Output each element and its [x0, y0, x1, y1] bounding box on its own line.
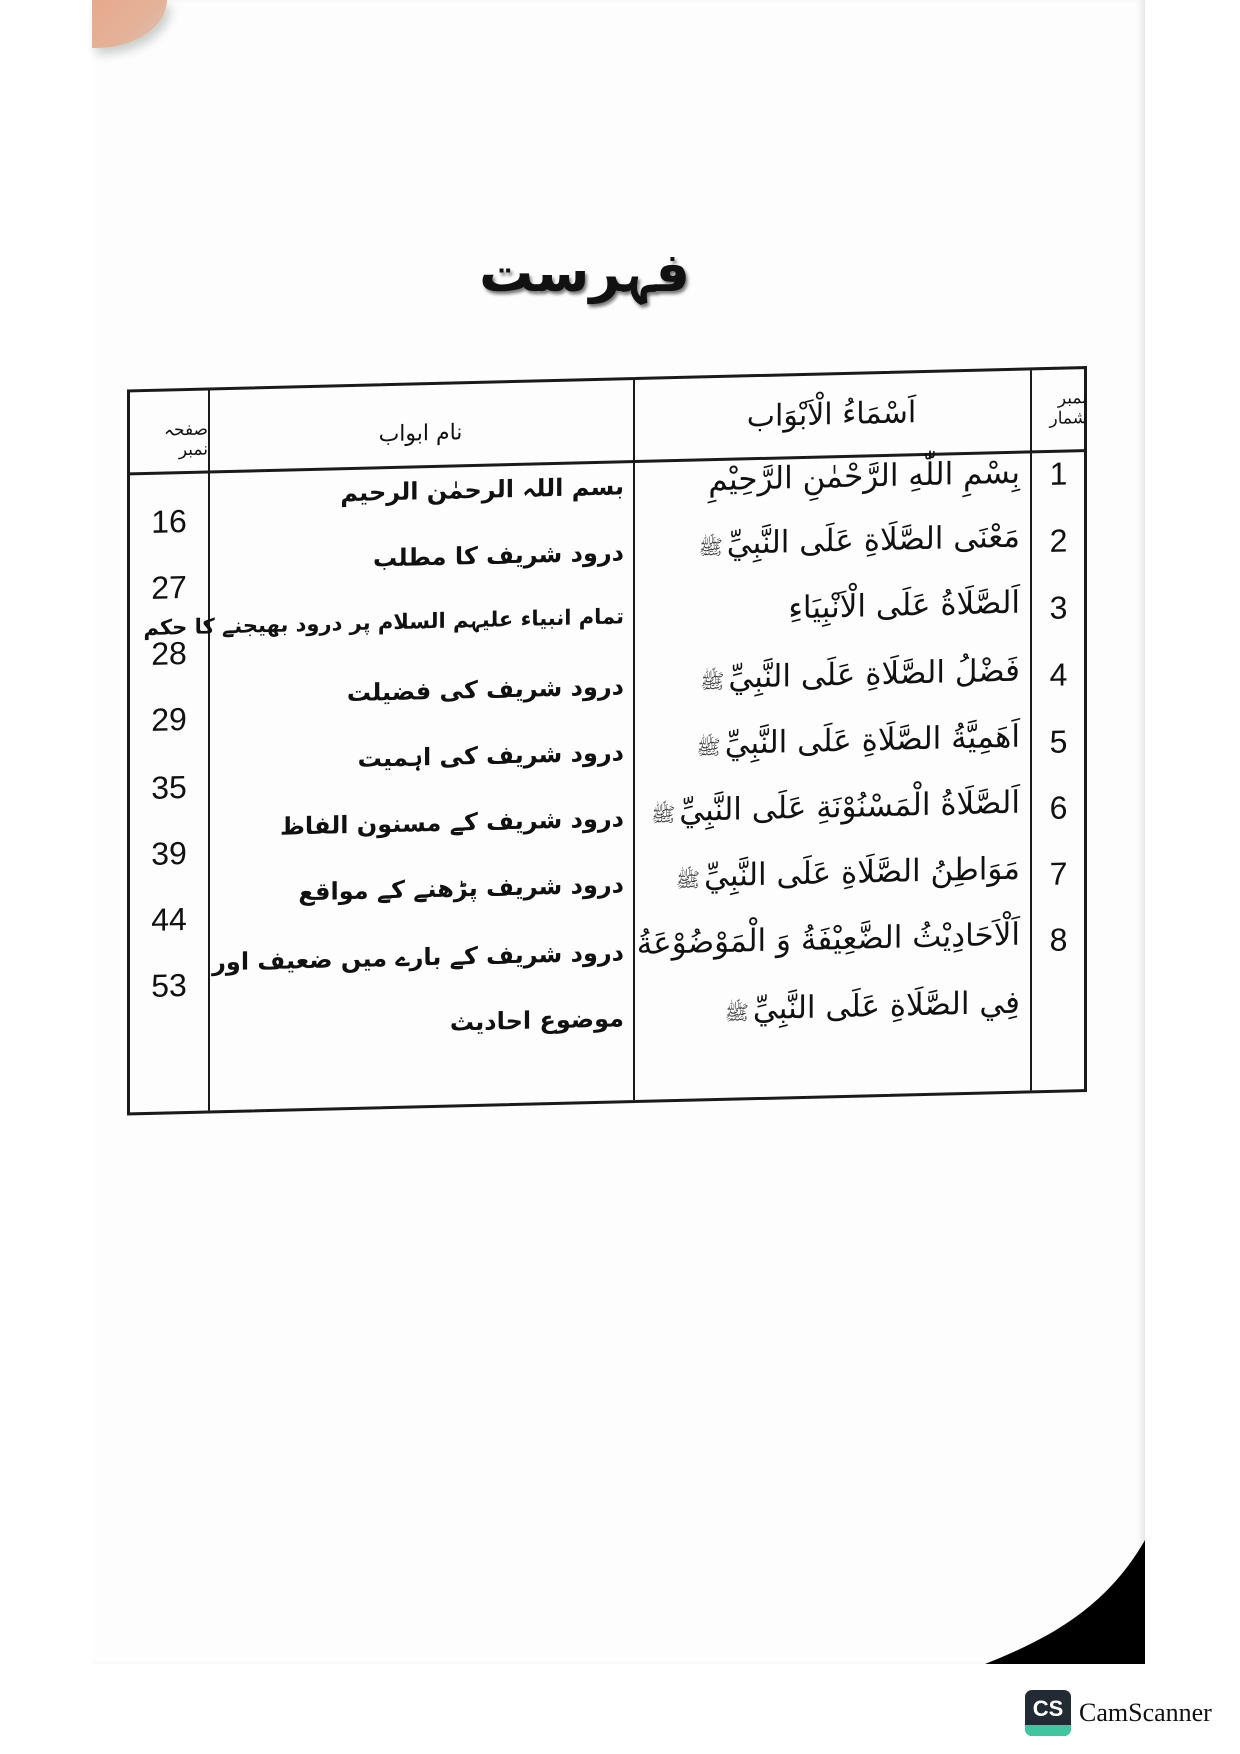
row-4-arabic: فَضْلُ الصَّلَاةِ عَلَى النَّبِيِّﷺ [700, 652, 1020, 696]
row-8-arabic-line2: فِي الصَّلَاةِ عَلَى النَّبِيِّﷺ [724, 984, 1020, 1028]
row-2-arabic: مَعْنَى الصَّلَاةِ عَلَى النَّبِيِّﷺ [698, 518, 1020, 562]
row-5-page: 35 [151, 769, 187, 806]
column-divider [208, 390, 210, 1110]
camscanner-label: CamScanner [1079, 1698, 1212, 1727]
row-3-urdu: تمام انبیاء علیہم السلام پر درود بھیجنے کا حکم [143, 604, 624, 641]
row-8-urdu-line2: موضوع احادیث [449, 1004, 624, 1037]
row-8-serial: 8 [1049, 921, 1068, 958]
row-5-arabic: اَهَمِيَّةُ الصَّلَاةِ عَلَى النَّبِيِّﷺ [696, 718, 1020, 762]
row-2-urdu: درود شریف کا مطلب [373, 538, 624, 573]
row-5-urdu: درود شریف کی اہمیت [357, 738, 624, 773]
header-arabic-chapters: اَسْمَاءُ الْاَبْوَاب [746, 394, 917, 434]
row-6-page: 39 [151, 835, 187, 872]
row-2-page: 27 [151, 569, 187, 606]
salawat-icon: ﷺ [675, 867, 701, 893]
row-3-page: 28 [151, 635, 187, 672]
header-urdu-chapters: نام ابواب [378, 419, 463, 447]
row-6-serial: 6 [1049, 789, 1068, 826]
row-8-page: 53 [151, 967, 187, 1004]
row-1-page: 16 [151, 503, 187, 540]
row-7-serial: 7 [1049, 855, 1068, 892]
row-8-arabic: اَلْاَحَادِيْثُ الضَّعِيْفَةُ وَ الْمَوْضُوْعَةُ [636, 916, 1020, 963]
row-3-serial: 3 [1049, 589, 1068, 626]
header-serial: نمبر شمار [1049, 388, 1087, 429]
row-7-arabic: مَوَاطِنُ الصَّلَاةِ عَلَى النَّبِيِّﷺ [675, 850, 1020, 895]
row-1-arabic: بِسْمِ اللّٰهِ الرَّحْمٰنِ الرَّحِيْمِ [708, 454, 1020, 499]
page-title: فہرست [479, 241, 690, 304]
camscanner-logo-icon: CS [1025, 1690, 1071, 1736]
row-7-page: 44 [151, 901, 187, 938]
row-3-arabic: اَلصَّلَاةُ عَلَى الْاَنْبِيَاءِ [788, 584, 1020, 627]
row-6-urdu: درود شریف کے مسنون الفاظ [280, 804, 624, 841]
row-5-serial: 5 [1049, 723, 1068, 760]
row-4-urdu: درود شریف کی فضیلت [346, 672, 624, 708]
row-2-serial: 2 [1049, 522, 1068, 559]
row-1-serial: 1 [1049, 455, 1068, 492]
row-4-serial: 4 [1049, 656, 1068, 693]
row-7-urdu: درود شریف پڑھنے کے مواقع [298, 870, 624, 907]
camscanner-watermark [1025, 1690, 1212, 1736]
salawat-icon: ﷺ [698, 534, 723, 560]
column-divider [633, 380, 635, 1100]
salawat-icon: ﷺ [724, 1000, 749, 1025]
row-8-urdu: درود شریف کے بارے میں ضعیف اور [212, 938, 624, 977]
row-6-arabic: اَلصَّلَاةُ الْمَسْنُوْنَةِ عَلَى النَّبِيِّﷺ [651, 784, 1020, 829]
salawat-icon: ﷺ [700, 668, 725, 694]
header-page-number: صفحہ نمبر [164, 418, 208, 460]
salawat-icon: ﷺ [651, 802, 676, 827]
salawat-icon: ﷺ [696, 734, 721, 760]
contents-table [127, 366, 1087, 1115]
row-1-urdu: بسم اللہ الرحمٰن الرحیم [340, 472, 624, 508]
row-4-page: 29 [151, 701, 187, 738]
